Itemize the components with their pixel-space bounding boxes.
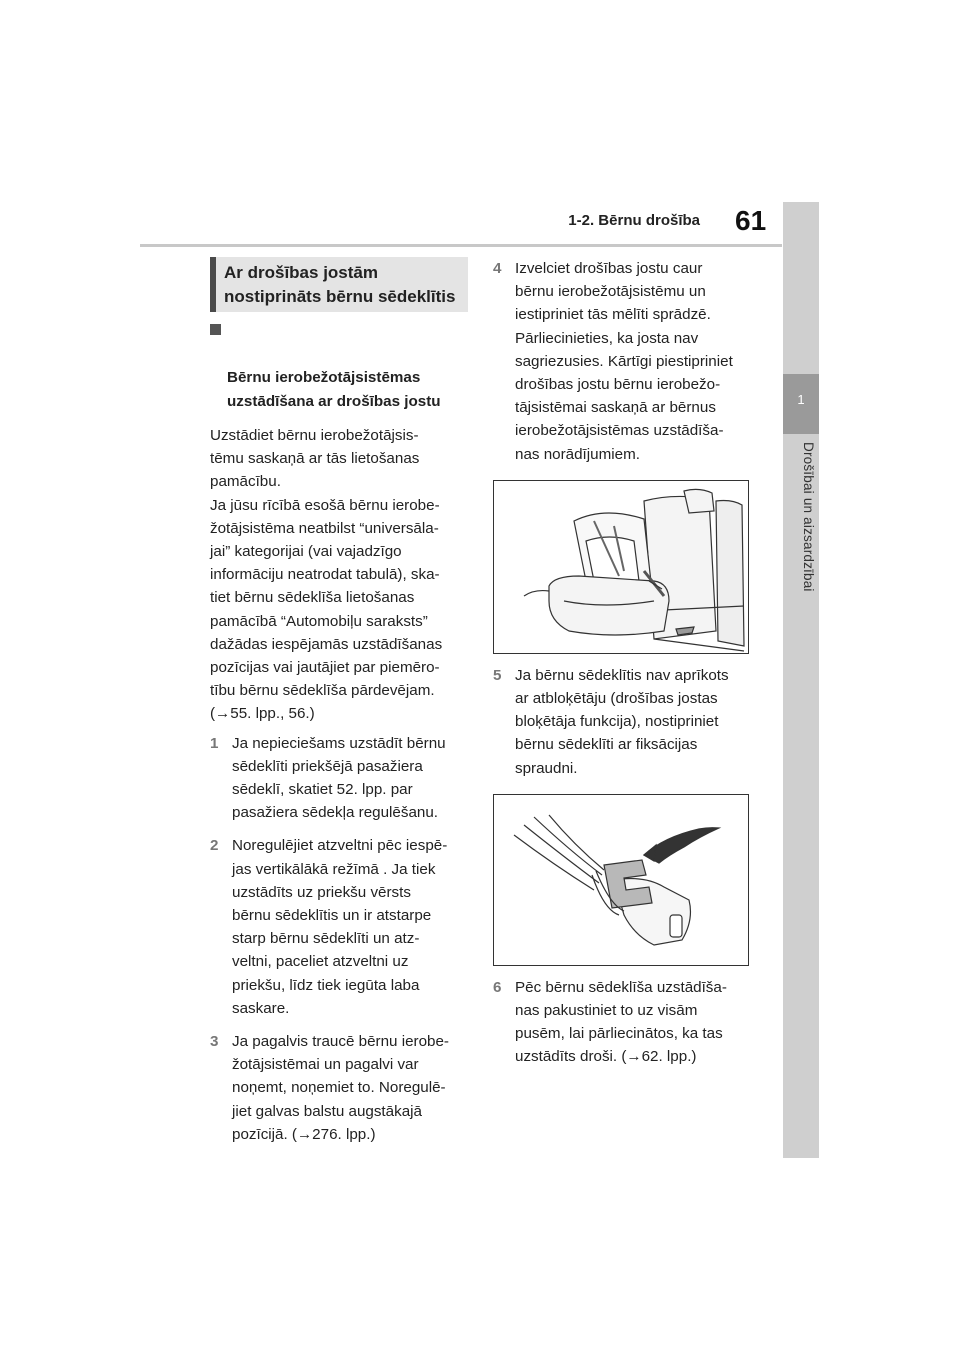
- step-3: [210, 1030, 472, 1146]
- step-text: Izvelciet drošības jostu caur bērnu ierobežotājsistēmu un iestipriniet tās mēlīti sprādzē. Pārliecinieties, ka josta nav sagriezusies. Kārtīgi piestipriniet drošības jostu bērnu ierobežo- tājsistēmai saskaņā ar bērnus ierobežotājsistēmas uzstādīša- nas norādījumiem.: [515, 260, 733, 463]
- step-text: Pēc bērnu sēdeklīša uzstādīša- nas pakustiniet to uz visām pusēm, lai pārliecinātos, ka tas uzstādīts droši. (→62. lpp.): [515, 978, 727, 1066]
- square-bullet-icon: [210, 324, 221, 335]
- step-number: 2: [210, 837, 219, 855]
- section-title-box: [210, 257, 468, 312]
- step-text: Ja pagalvis traucē bērnu ierobe- žotājsistēmai un pagalvi var noņemt, noņemiet to. Noregulē- jiet galvas balstu augstākajā pozīcijā. (→276. lpp.): [232, 1033, 449, 1143]
- subheading-text: Bērnu ierobežotājsistēmas uzstādīšana ar drošības jostu: [227, 369, 441, 410]
- step-1: [210, 732, 472, 825]
- locking-clip-drawing: [494, 795, 748, 965]
- step-4: [493, 257, 755, 466]
- header-divider: [140, 244, 782, 247]
- subheading: [210, 318, 472, 414]
- chapter-label: Drošībai un aizsardzībai: [801, 442, 816, 592]
- step-number: 1: [210, 734, 219, 752]
- left-column: [210, 318, 472, 1156]
- step-5: [493, 664, 755, 780]
- step-number: 4: [493, 260, 502, 277]
- header-section-title: 1-2. Bērnu drošība: [568, 212, 700, 229]
- page-number: 61: [735, 205, 767, 236]
- step-number: 6: [493, 978, 502, 996]
- step-2: [210, 834, 472, 1020]
- section-title: Ar drošības jostām nostiprināts bērnu sēdeklītis: [224, 263, 456, 306]
- step-6: [493, 976, 755, 1069]
- intro-paragraph: Uzstādiet bērnu ierobežotājsis- tēmu saskaņā ar tās lietošanas pamācību. Ja jūsu rīcībā esošā bērnu ierobe- žotājsistēma neatbilst “universāla- jai” kategorijai (vai vajadzīgo informāciju neatrodat tabulā), ska- tiet bērnu sēdeklīša lietošanas pamācībā “Automobiļu saraksts” dažādas iespējamās uzstādīšanas pozīcijas vai jautājiet par piemēro- tību bērnu sēdeklīša pārdevējam. (→55. lpp., 56.): [210, 427, 443, 723]
- step-number: 3: [210, 1033, 219, 1051]
- step-text: Ja nepieciešams uzstādīt bērnu sēdeklīti priekšējā pasažiera sēdeklī, skatiet 52. lpp. par pasažiera sēdekļa regulēšanu.: [232, 734, 446, 822]
- child-seat-illustration: [493, 480, 749, 654]
- chapter-number: 1: [797, 392, 805, 407]
- chapter-side-tab: [783, 202, 819, 1158]
- child-seat-drawing: [494, 481, 748, 653]
- right-column: [493, 257, 755, 1079]
- step-text: Ja bērnu sēdeklītis nav aprīkots ar atbloķētāju (drošības jostas bloķētāja funkcija), nostipriniet bērnu sēdeklīti ar fiksācijas spraudni.: [515, 666, 729, 777]
- step-text: Noregulējiet atzveltni pēc iespē- jas vertikālākā režīmā . Ja tiek uzstādīts uz priekšu vērsts bērnu sēdeklītis un ir atstarpe starp bērnu sēdeklīti un atz- veltni, paceliet atzveltni uz priekšu, līdz tiek iegūta laba saskare.: [232, 837, 448, 1017]
- step-number: 5: [493, 666, 502, 684]
- locking-clip-illustration: [493, 794, 749, 966]
